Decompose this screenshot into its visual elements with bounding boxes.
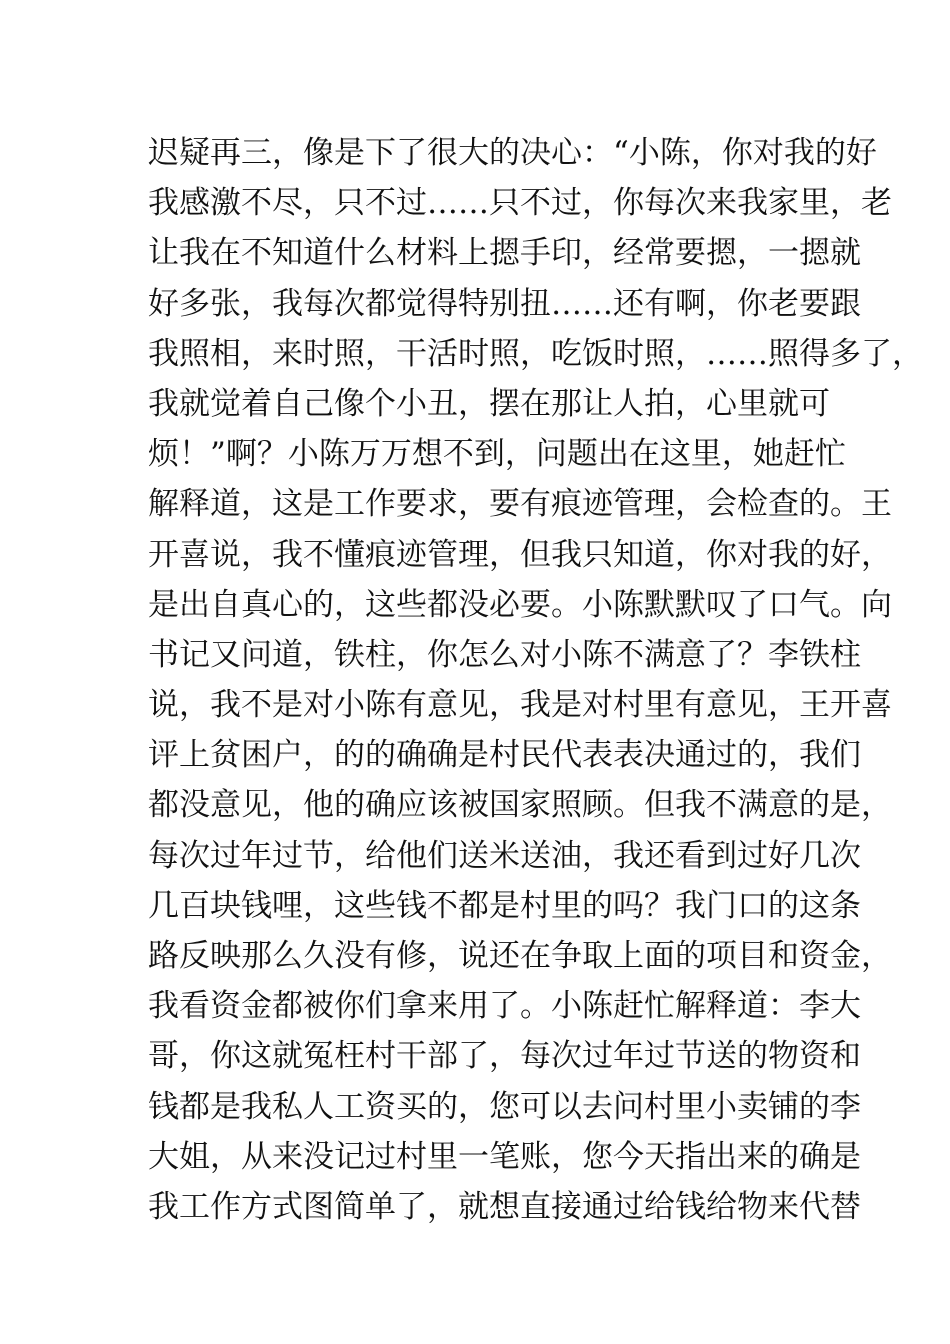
text-line: 烦！”啊？小陈万万想不到，问题出在这里，她赶忙 <box>148 436 846 473</box>
text-line: 每次过年过节，给他们送米送油，我还看到过好几次 <box>148 837 861 874</box>
text-line: 路反映那么久没有修，说还在争取上面的项目和资金， <box>148 938 892 974</box>
text-line: 我看资金都被你们拿来用了。小陈赶忙解释道：李大 <box>148 988 861 1025</box>
text-line: 我就觉着自己像个小丑，摆在那让人拍，心里就可 <box>148 385 830 422</box>
text-line: 我照相，来时照，干活时照，吃饭时照，……照得多了， <box>148 335 923 372</box>
body-text <box>148 128 923 1232</box>
text-line: 哥，你这就冤枉村干部了，每次过年过节送的物资和 <box>148 1038 861 1075</box>
text-line: 迟疑再三，像是下了很大的决心：“小陈，你对我的好 <box>148 135 877 171</box>
text-line: 我工作方式图简单了，就想直接通过给钱给物来代替 <box>148 1188 861 1225</box>
text-line: 钱都是我私人工资买的，您可以去问村里小卖铺的李 <box>148 1088 861 1125</box>
text-line: 几百块钱哩，这些钱不都是村里的吗？我门口的这条 <box>148 887 861 924</box>
text-line: 是出自真心的，这些都没必要。小陈默默叹了口气。向 <box>148 586 892 623</box>
text-line: 让我在不知道什么材料上摁手印，经常要摁，一摁就 <box>148 235 861 272</box>
text-line: 解释道，这是工作要求，要有痕迹管理，会检查的。王 <box>148 486 892 523</box>
text-line: 好多张，我每次都觉得特别扭……还有啊，你老要跟 <box>148 285 861 322</box>
text-line: 评上贫困户，的的确确是村民代表表决通过的，我们 <box>148 737 861 774</box>
text-line: 大姐，从来没记过村里一笔账，您今天指出来的确是 <box>148 1138 861 1175</box>
text-line: 说，我不是对小陈有意见，我是对村里有意见，王开喜 <box>148 687 892 724</box>
text-line: 我感激不尽，只不过……只不过，你每次来我家里，老 <box>148 185 892 222</box>
text-line: 都没意见，他的确应该被国家照顾。但我不满意的是， <box>148 787 892 824</box>
text-line: 书记又问道，铁柱，你怎么对小陈不满意了？李铁柱 <box>148 636 861 673</box>
text-line: 开喜说，我不懂痕迹管理，但我只知道，你对我的好， <box>148 536 892 573</box>
